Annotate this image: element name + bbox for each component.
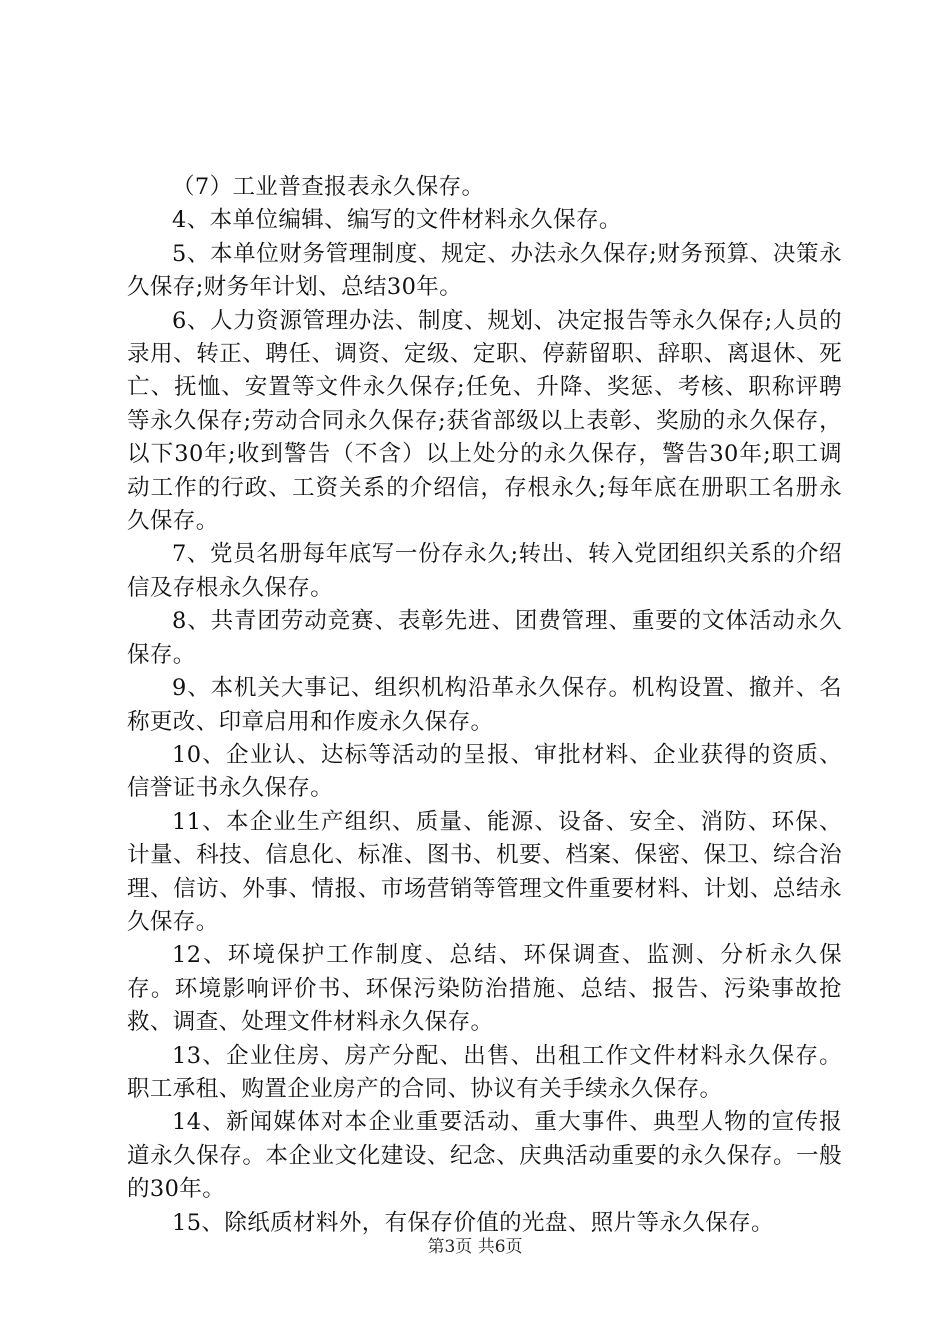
paragraph-15-non-paper: 15、除纸质材料外，有保存价值的光盘、照片等永久保存。 — [172, 1209, 774, 1236]
paragraph-10-certification: 10、企业认、达标等活动的呈报、审批材料、企业获得的资质、信誉证书永久保存。 — [127, 741, 842, 802]
paragraph-12-environment: 12、环境保护工作制度、总结、环保调查、监测、分析永久保存。环境影响评价书、环保污染防治措施、总结、报告、污染事故抢救、调查、处理文件材料永久保存。 — [127, 942, 842, 1036]
paragraph-6-human-resources: 6、人力资源管理办法、制度、规划、决定报告等永久保存;人员的录用、转正、聘任、调资、定级、定职、停薪留职、辞职、离退休、死亡、抚恤、安置等文件永久保存;任免、升降、奖惩、考核、职称评聘等永久保存;劳动合同永久保存;获省部级以上表彰、奖励的永久保存，以下30年;收到警告（不含）以上处分的永久保存，警告30年;职工调动工作的行政、工资关系的介绍信，存根永久;每年底在册职工名册永久保存。 — [127, 307, 842, 535]
page-footer — [0, 1236, 950, 1258]
paragraph-9-chronicle: 9、本机关大事记、组织机构沿革永久保存。机构设置、撤并、名称更改、印章启用和作废永久保存。 — [127, 675, 842, 735]
paragraph-item-7-industrial-census: （7）工业普查报表永久保存。 — [172, 174, 485, 200]
document-body — [127, 171, 842, 1240]
paragraph-5-finance: 5、本单位财务管理制度、规定、办法永久保存;财务预算、决策永久保存;财务年计划、总结30年。 — [127, 240, 842, 301]
paragraph-4-edited-materials: 4、本单位编辑、编写的文件材料永久保存。 — [172, 207, 622, 234]
paragraph-7-party-members: 7、党员名册每年底写一份存永久;转出、转入党团组织关系的介绍信及存根永久保存。 — [127, 541, 842, 601]
paragraph-11-production: 11、本企业生产组织、质量、能源、设备、安全、消防、环保、计量、科技、信息化、标准、图书、机要、档案、保密、保卫、综合治理、信访、外事、情报、市场营销等管理文件重要材料、计划、总结永久保存。 — [127, 808, 842, 935]
page-number-label: 第3页 共6页 — [427, 1237, 523, 1257]
paragraph-8-youth-league: 8、共青团劳动竞赛、表彰先进、团费管理、重要的文体活动永久保存。 — [127, 608, 842, 668]
paragraph-13-housing: 13、企业住房、房产分配、出售、出租工作文件材料永久保存。职工承租、购置企业房产的合同、协议有关手续永久保存。 — [127, 1042, 842, 1102]
paragraph-14-media: 14、新闻媒体对本企业重要活动、重大事件、典型人物的宣传报道永久保存。本企业文化建设、纪念、庆典活动重要的永久保存。一般的30年。 — [127, 1109, 842, 1203]
